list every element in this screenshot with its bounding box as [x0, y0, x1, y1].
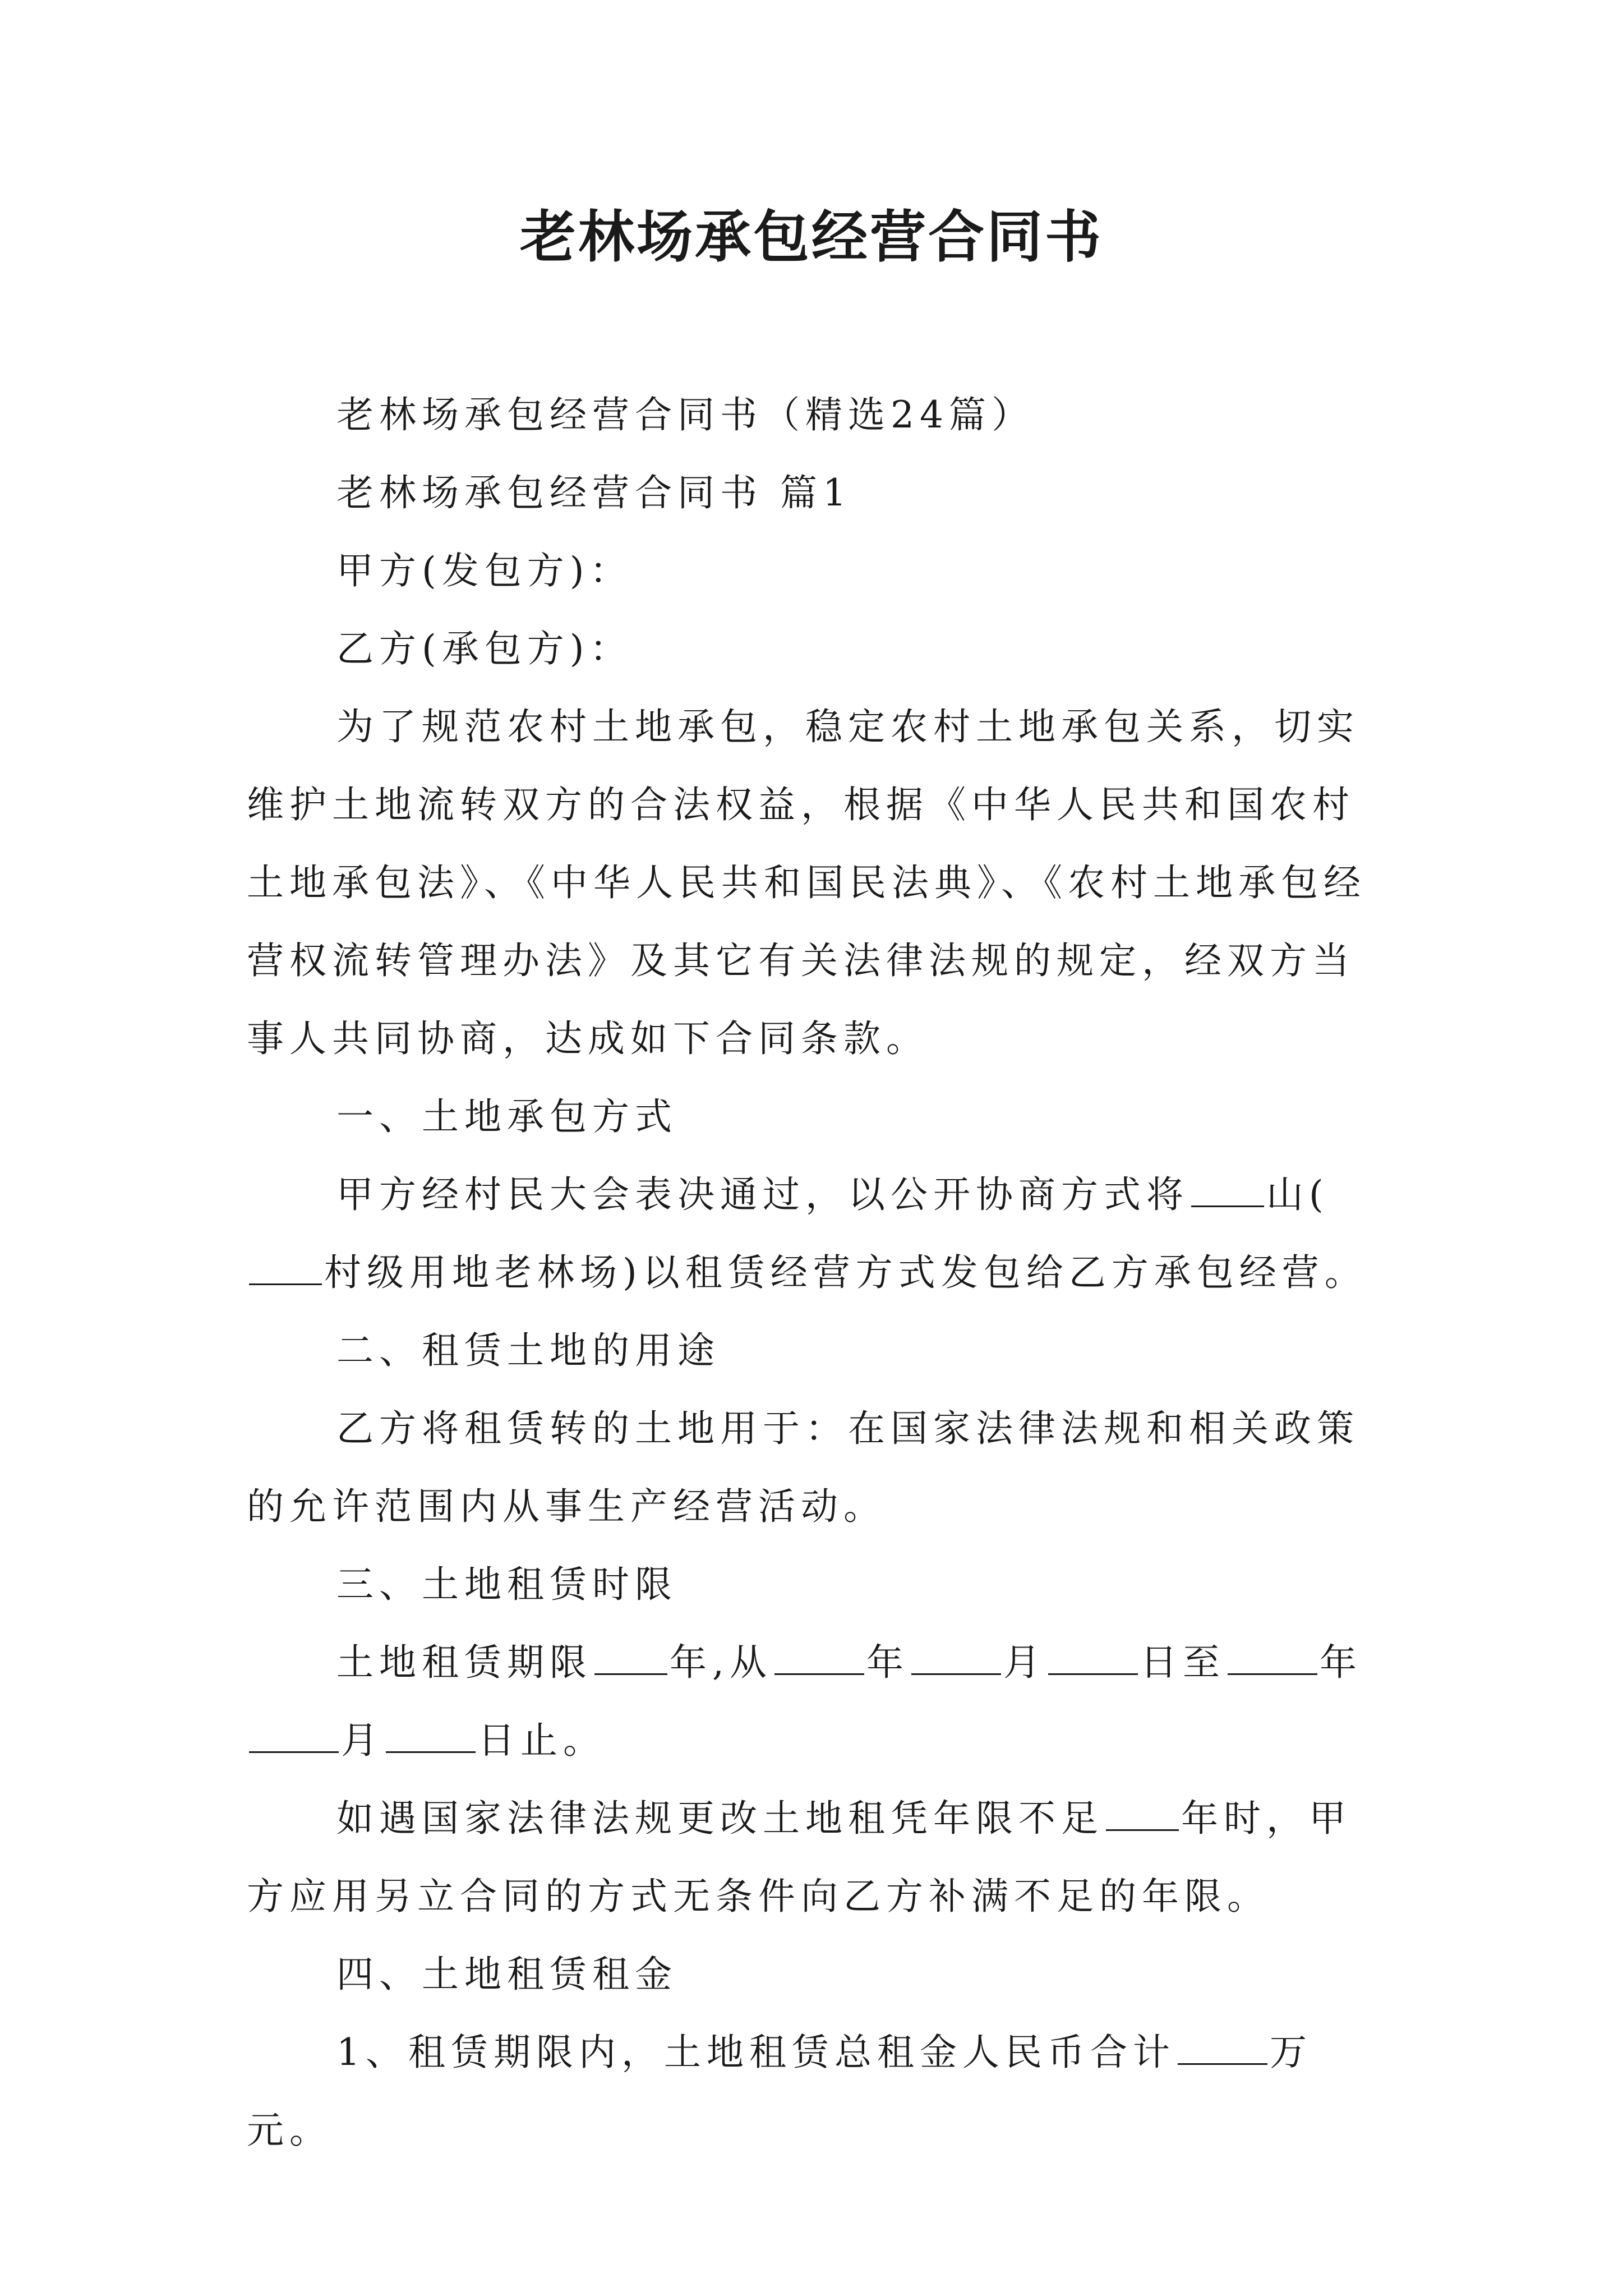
preamble-paragraph	[247, 688, 1391, 1078]
clause3-text-a: 土地租赁期限	[336, 1641, 592, 1684]
blank-end-month	[249, 1723, 339, 1753]
clause3-extra-text-a: 如遇国家法律法规更改土地租凭年限不足	[336, 1797, 1104, 1840]
clause4-item1-text-a: 1、租赁期限内，土地租赁总租金人民币合计	[336, 2031, 1175, 2074]
document-body	[247, 376, 1391, 2169]
blank-mountain	[1191, 1177, 1264, 1207]
subtitle: 老林场承包经营合同书（精选24篇）	[336, 393, 1034, 436]
blank-start-month	[911, 1645, 1001, 1675]
clause3-text-h: 日止。	[478, 1719, 606, 1762]
blank-end-day	[386, 1723, 476, 1753]
clause1-paragraph	[247, 1156, 1391, 1312]
clause3-text-b: 年,从	[670, 1641, 772, 1684]
clause1-text-b: 山(	[1266, 1173, 1329, 1216]
clause4-heading: 四、土地租赁租金	[336, 1953, 677, 1996]
clause3-paragraph	[247, 1623, 1391, 1779]
clause1-text-a: 甲方经村民大会表决通过，以公开协商方式将	[336, 1173, 1189, 1216]
clause3-extra-text-b: 年时，甲方应用另立合同的方式无条件向乙方补满不足的年限。	[247, 1797, 1352, 1918]
clause3-text-f: 年	[1319, 1641, 1362, 1684]
blank-shortfall-years	[1106, 1801, 1179, 1831]
section-heading: 老林场承包经营合同书 篇1	[336, 471, 852, 514]
clause3-extra-paragraph	[247, 1779, 1391, 1935]
blank-total-rent	[1178, 2035, 1267, 2065]
clause3-text-c: 年	[866, 1641, 909, 1684]
party-a: 甲方(发包方)：	[336, 549, 633, 592]
blank-village	[249, 1255, 322, 1285]
clause2-paragraph	[247, 1389, 1391, 1545]
clause3-text-g: 月	[341, 1719, 384, 1762]
clause3-text-e: 日至	[1140, 1641, 1225, 1684]
party-b: 乙方(承包方)：	[336, 627, 633, 670]
clause3-heading: 三、土地租赁时限	[336, 1563, 677, 1606]
clause2-text: 乙方将租赁转的土地用于：在国家法律法规和相关政策的允许范围内从事生产经营活动。	[247, 1407, 1359, 1528]
clause1-heading: 一、土地承包方式	[336, 1095, 677, 1138]
clause1-text-c: 村级用地老林场)以租赁经营方式发包给乙方承包经营。	[324, 1251, 1367, 1294]
document-title: 老林场承包经营合同书	[520, 204, 1103, 270]
clause2-heading: 二、租赁土地的用途	[336, 1329, 720, 1372]
blank-start-day	[1048, 1645, 1138, 1675]
blank-years	[594, 1645, 667, 1675]
preamble-text: 为了规范农村土地承包，稳定农村土地承包关系，切实维护土地流转双方的合法权益，根据《中华人民共和国农村土地承包法》、《中华人民共和国民法典》、《农村土地承包经营权流转管理办法》及其它有关法律法规的规定，经双方当事人共同协商，达成如下合同条款。	[247, 705, 1366, 1060]
blank-end-year-prefix	[1228, 1645, 1317, 1675]
clause3-text-d: 月	[1003, 1641, 1046, 1684]
clause4-item1-paragraph	[247, 2013, 1391, 2169]
blank-start-year	[774, 1645, 864, 1675]
clause4-item1-text-b: 万元。	[247, 2031, 1312, 2152]
